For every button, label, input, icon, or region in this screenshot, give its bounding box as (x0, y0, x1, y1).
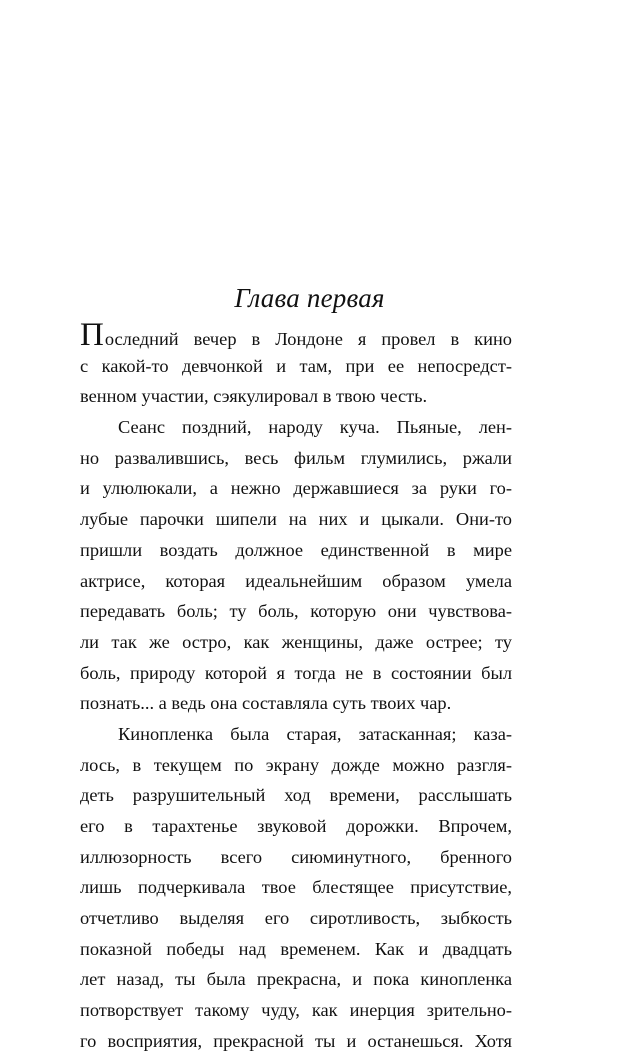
text-line: лишь подчеркивала твое блестящее присутствие, (80, 877, 512, 898)
chapter-title: Глава первая (234, 283, 385, 313)
text-line: его в тарахтенье звуковой дорожки. Впрочем, (80, 816, 512, 836)
text-line: передавать боль; ту боль, которую они чувствова- (80, 601, 512, 622)
text-line: показной победы над временем. Как и двадцать (80, 938, 512, 959)
text-line: отчетливо выделяя его сиротливость, зыбкость (80, 908, 512, 929)
text-line: но развалившись, весь фильм глумились, ржали (80, 447, 512, 468)
text-line: ли так же остро, как женщины, даже острее; ту (80, 631, 512, 652)
text-line (80, 317, 512, 353)
body-text (80, 317, 512, 1057)
text-line: иллюзорность всего сиюминутного, бренного (80, 846, 512, 867)
text-line: деть разрушительный ход времени, расслышать (80, 785, 512, 806)
text-line: актрисе, которая идеальнейшим образом умела (80, 570, 512, 591)
text-line: венном участии, сэякулировал в твою честь. (80, 386, 428, 407)
text-line: лет назад, ты была прекрасна, и пока кинопленка (80, 969, 512, 990)
text-line: боль, природу которой я тогда не в состоянии был (80, 662, 512, 683)
line-text: оследний вечер в Лондоне я провел в кино (104, 329, 512, 349)
text-line: потворствует такому чуду, как инерция зрительно- (80, 1000, 512, 1021)
text-line: познать... а ведь она составляла суть твоих чар. (80, 693, 452, 714)
text-line: лубые парочки шипели на них и цыкали. Они-то (80, 509, 512, 530)
text-line: и улюлюкали, а нежно державшиеся за руки го- (80, 478, 512, 499)
text-line: го восприятия, прекрасной ты и останешься. Хотя (80, 1030, 512, 1051)
text-line: Сеанс поздний, народу куча. Пьяные, лен- (118, 417, 512, 438)
text-line: Кинопленка была старая, затасканная; каза- (118, 723, 512, 744)
text-line: с какой-то девчонкой и там, при ее непосредст- (80, 355, 512, 376)
text-line: пришли воздать должное единственной в мире (80, 539, 512, 560)
drop-cap: П (80, 317, 105, 353)
text-line: лось, в текущем по экрану дожде можно разгля- (80, 754, 512, 775)
